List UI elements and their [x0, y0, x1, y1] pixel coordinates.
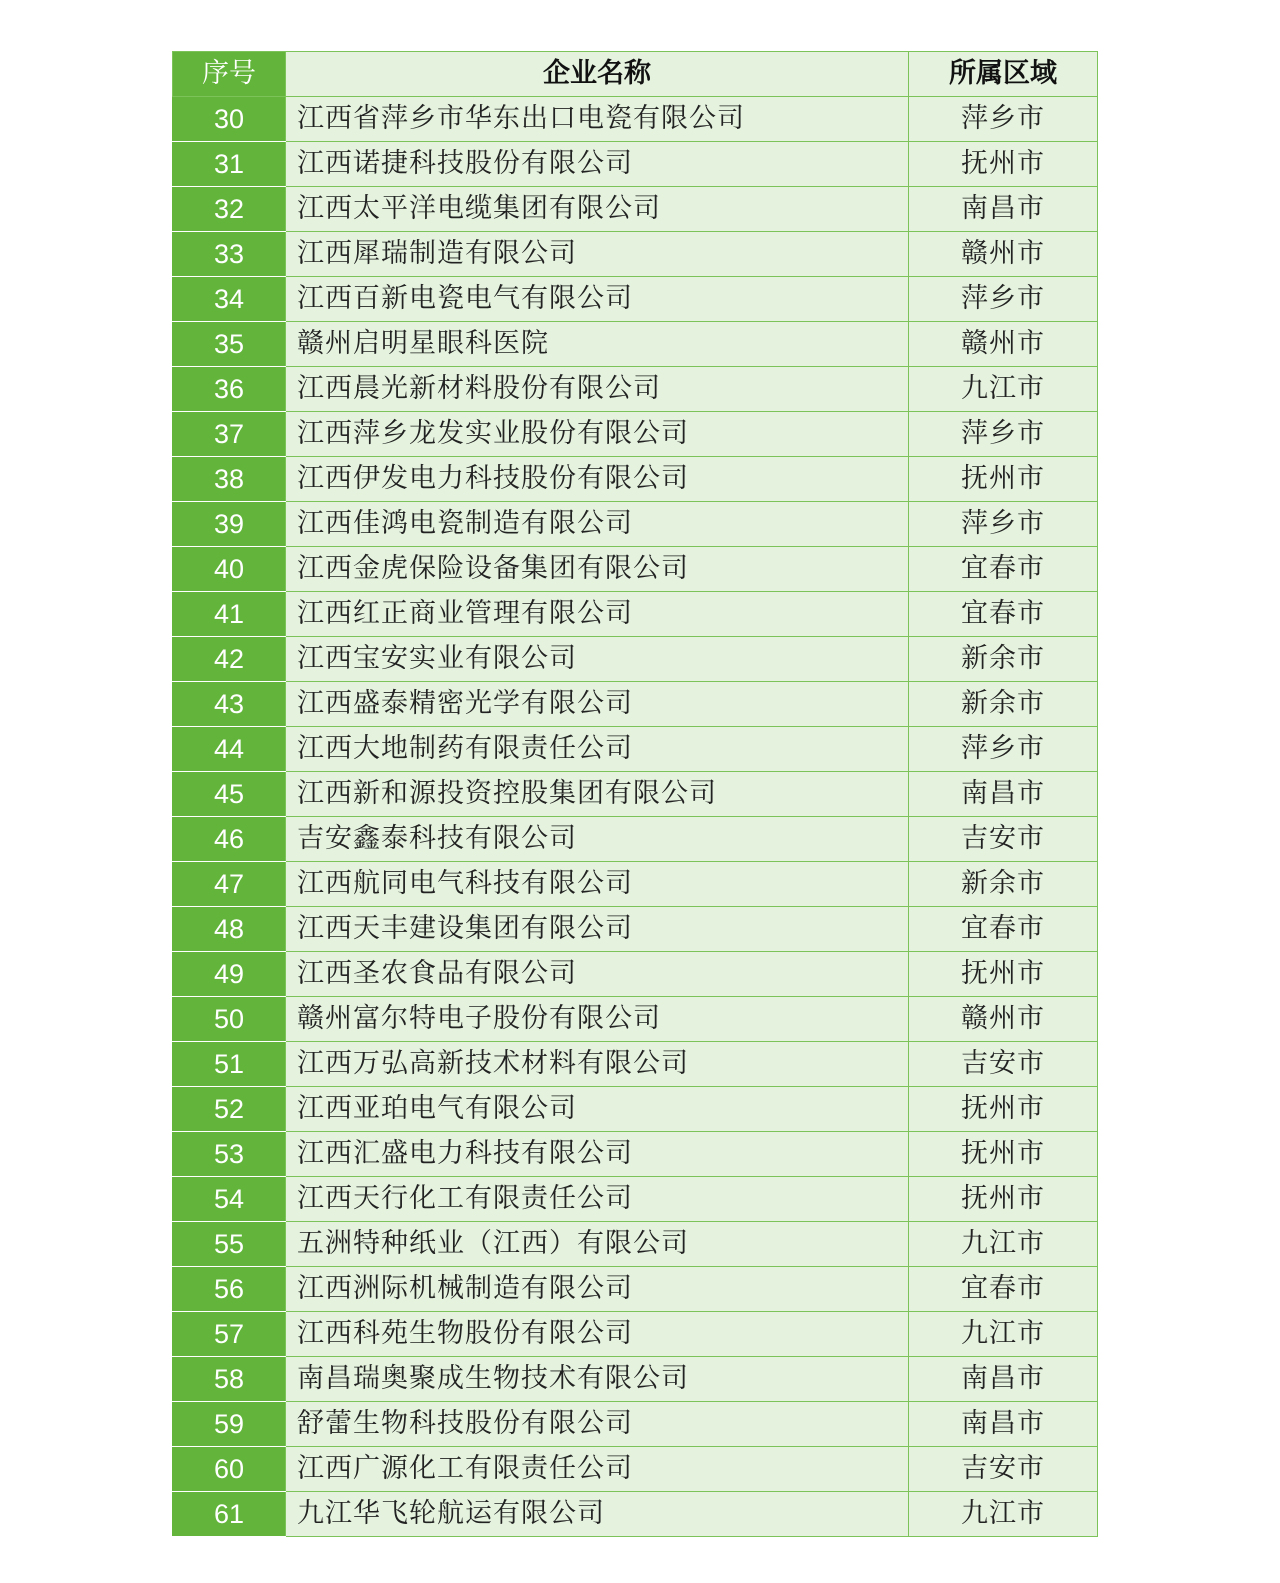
row-region: 萍乡市 [909, 502, 1098, 547]
header-region: 所属区域 [909, 52, 1098, 97]
row-company-name: 江西汇盛电力科技有限公司 [286, 1132, 909, 1177]
row-region: 宜春市 [909, 547, 1098, 592]
row-serial-number: 37 [173, 412, 286, 457]
row-company-name: 江西洲际机械制造有限公司 [286, 1267, 909, 1312]
row-region: 吉安市 [909, 817, 1098, 862]
row-company-name: 江西伊发电力科技股份有限公司 [286, 457, 909, 502]
row-region: 赣州市 [909, 232, 1098, 277]
row-serial-number: 51 [173, 1042, 286, 1087]
table-row [173, 862, 1098, 907]
row-region: 抚州市 [909, 142, 1098, 187]
row-serial-number: 34 [173, 277, 286, 322]
row-region: 萍乡市 [909, 277, 1098, 322]
table-row [173, 952, 1098, 997]
table-row [173, 1267, 1098, 1312]
table-row [173, 97, 1098, 142]
table-row [173, 997, 1098, 1042]
row-company-name: 赣州富尔特电子股份有限公司 [286, 997, 909, 1042]
row-company-name: 江西万弘高新技术材料有限公司 [286, 1042, 909, 1087]
row-company-name: 江西省萍乡市华东出口电瓷有限公司 [286, 97, 909, 142]
row-region: 萍乡市 [909, 727, 1098, 772]
row-serial-number: 46 [173, 817, 286, 862]
table-row [173, 817, 1098, 862]
row-company-name: 江西亚珀电气有限公司 [286, 1087, 909, 1132]
row-region: 九江市 [909, 1312, 1098, 1357]
row-region: 新余市 [909, 682, 1098, 727]
row-region: 抚州市 [909, 952, 1098, 997]
row-serial-number: 44 [173, 727, 286, 772]
row-serial-number: 33 [173, 232, 286, 277]
table-row [173, 277, 1098, 322]
table-row [173, 322, 1098, 367]
table-row [173, 232, 1098, 277]
table-row [173, 727, 1098, 772]
table-row [173, 772, 1098, 817]
row-region: 九江市 [909, 1222, 1098, 1267]
table-row [173, 682, 1098, 727]
row-region: 宜春市 [909, 1267, 1098, 1312]
row-company-name: 江西金虎保险设备集团有限公司 [286, 547, 909, 592]
row-company-name: 江西红正商业管理有限公司 [286, 592, 909, 637]
table-row [173, 142, 1098, 187]
row-company-name: 江西晨光新材料股份有限公司 [286, 367, 909, 412]
table-row [173, 1402, 1098, 1447]
row-region: 萍乡市 [909, 97, 1098, 142]
table-row [173, 1177, 1098, 1222]
table-row [173, 502, 1098, 547]
row-company-name: 江西新和源投资控股集团有限公司 [286, 772, 909, 817]
table-body [173, 97, 1098, 1537]
table-row [173, 367, 1098, 412]
table-row [173, 907, 1098, 952]
table-row [173, 1357, 1098, 1402]
row-region: 九江市 [909, 1492, 1098, 1537]
row-serial-number: 57 [173, 1312, 286, 1357]
row-region: 赣州市 [909, 997, 1098, 1042]
row-company-name: 江西航同电气科技有限公司 [286, 862, 909, 907]
row-company-name: 江西宝安实业有限公司 [286, 637, 909, 682]
row-region: 南昌市 [909, 1357, 1098, 1402]
row-serial-number: 60 [173, 1447, 286, 1492]
row-serial-number: 48 [173, 907, 286, 952]
row-region: 新余市 [909, 862, 1098, 907]
table-row [173, 412, 1098, 457]
row-serial-number: 47 [173, 862, 286, 907]
row-company-name: 江西天丰建设集团有限公司 [286, 907, 909, 952]
row-region: 南昌市 [909, 1402, 1098, 1447]
row-serial-number: 41 [173, 592, 286, 637]
row-company-name: 江西盛泰精密光学有限公司 [286, 682, 909, 727]
row-serial-number: 53 [173, 1132, 286, 1177]
row-region: 南昌市 [909, 187, 1098, 232]
row-serial-number: 38 [173, 457, 286, 502]
row-serial-number: 50 [173, 997, 286, 1042]
table-row [173, 592, 1098, 637]
row-region: 吉安市 [909, 1447, 1098, 1492]
table-row [173, 1087, 1098, 1132]
row-company-name: 江西天行化工有限责任公司 [286, 1177, 909, 1222]
row-serial-number: 59 [173, 1402, 286, 1447]
row-serial-number: 52 [173, 1087, 286, 1132]
row-serial-number: 42 [173, 637, 286, 682]
row-serial-number: 54 [173, 1177, 286, 1222]
row-region: 九江市 [909, 367, 1098, 412]
table-row [173, 1447, 1098, 1492]
row-region: 抚州市 [909, 457, 1098, 502]
row-serial-number: 32 [173, 187, 286, 232]
row-company-name: 江西萍乡龙发实业股份有限公司 [286, 412, 909, 457]
table-header-row [173, 52, 1098, 97]
row-company-name: 南昌瑞奥聚成生物技术有限公司 [286, 1357, 909, 1402]
row-serial-number: 36 [173, 367, 286, 412]
row-company-name: 吉安鑫泰科技有限公司 [286, 817, 909, 862]
table-row [173, 1042, 1098, 1087]
table-row [173, 637, 1098, 682]
table-row [173, 1312, 1098, 1357]
row-serial-number: 30 [173, 97, 286, 142]
row-company-name: 江西百新电瓷电气有限公司 [286, 277, 909, 322]
row-company-name: 赣州启明星眼科医院 [286, 322, 909, 367]
row-region: 抚州市 [909, 1087, 1098, 1132]
row-region: 新余市 [909, 637, 1098, 682]
row-company-name: 舒蕾生物科技股份有限公司 [286, 1402, 909, 1447]
row-serial-number: 45 [173, 772, 286, 817]
table-row [173, 1492, 1098, 1537]
row-company-name: 江西大地制药有限责任公司 [286, 727, 909, 772]
header-serial-number: 序号 [173, 52, 286, 97]
row-region: 赣州市 [909, 322, 1098, 367]
row-company-name: 江西科苑生物股份有限公司 [286, 1312, 909, 1357]
row-region: 抚州市 [909, 1132, 1098, 1177]
row-region: 宜春市 [909, 907, 1098, 952]
row-region: 抚州市 [909, 1177, 1098, 1222]
row-serial-number: 40 [173, 547, 286, 592]
row-serial-number: 56 [173, 1267, 286, 1312]
row-company-name: 江西诺捷科技股份有限公司 [286, 142, 909, 187]
row-company-name: 江西圣农食品有限公司 [286, 952, 909, 997]
company-table [172, 51, 1098, 1537]
row-company-name: 江西广源化工有限责任公司 [286, 1447, 909, 1492]
row-region: 萍乡市 [909, 412, 1098, 457]
table-row [173, 1132, 1098, 1177]
row-company-name: 五洲特种纸业（江西）有限公司 [286, 1222, 909, 1267]
row-company-name: 江西佳鸿电瓷制造有限公司 [286, 502, 909, 547]
header-company-name: 企业名称 [286, 52, 909, 97]
table-row [173, 457, 1098, 502]
row-serial-number: 31 [173, 142, 286, 187]
row-company-name: 江西太平洋电缆集团有限公司 [286, 187, 909, 232]
row-region: 南昌市 [909, 772, 1098, 817]
row-serial-number: 49 [173, 952, 286, 997]
row-region: 宜春市 [909, 592, 1098, 637]
row-serial-number: 39 [173, 502, 286, 547]
row-serial-number: 61 [173, 1492, 286, 1537]
row-company-name: 江西犀瑞制造有限公司 [286, 232, 909, 277]
company-table-container [172, 51, 1097, 1537]
table-row [173, 1222, 1098, 1267]
table-row [173, 187, 1098, 232]
row-serial-number: 43 [173, 682, 286, 727]
table-row [173, 547, 1098, 592]
row-company-name: 九江华飞轮航运有限公司 [286, 1492, 909, 1537]
row-serial-number: 35 [173, 322, 286, 367]
row-region: 吉安市 [909, 1042, 1098, 1087]
row-serial-number: 58 [173, 1357, 286, 1402]
row-serial-number: 55 [173, 1222, 286, 1267]
